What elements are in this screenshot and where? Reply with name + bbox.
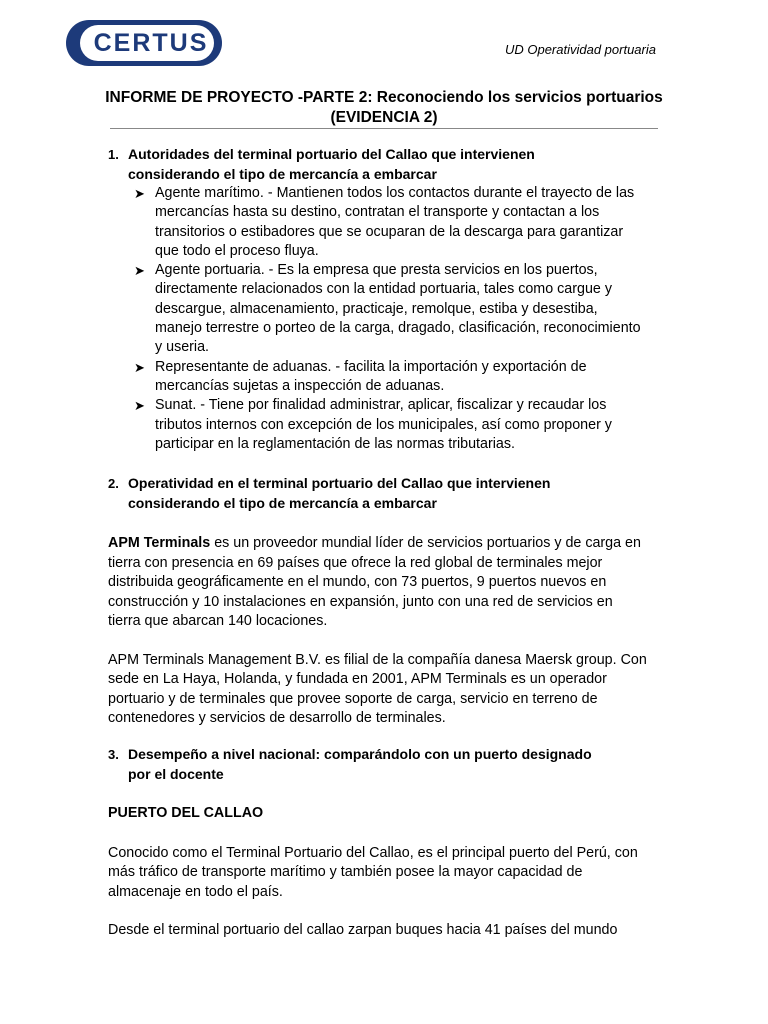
puerto-callao-subheading: PUERTO DEL CALLAO	[108, 805, 264, 821]
section-1	[108, 144, 648, 454]
apm-management-paragraph: APM Terminals Management B.V. es filial de la compañía danesa Maersk group. Con sede en La Haya, Holanda, y fundada en 2001, APM Terminals es un operador portuario y de terminales que provee soporte de carga, servicio en terreno de contenedores y servicios de desarrollo de terminales.	[108, 651, 647, 726]
list-item-text: Sunat. - Tiene por finalidad administrar, aplicar, fiscalizar y recaudar los tributos internos con excepción de los municipales, así como proponer y participar en la reglamentación de las normas tributarias.	[155, 397, 612, 452]
list-item	[108, 358, 648, 397]
list-item	[108, 184, 648, 261]
apm-terminals-text: es un proveedor mundial líder de servicios portuarios y de carga en tierra con presencia en 69 países que ofrece la red global de terminales mejor distribuida geográficamente en el mundo, con 73 puertos, 9 puertos nuevos en construcción y 10 instalaciones en expansión, junto con una red de servicios en tierra que abarcan 140 locaciones.	[108, 535, 641, 629]
authorities-list	[108, 184, 648, 454]
section-3-heading-line-1: Desempeño a nivel nacional: comparándolo con un puerto designado	[128, 746, 592, 762]
section-3-number: 3.	[108, 747, 119, 762]
list-item-text: Agente marítimo. - Mantienen todos los contactos durante el trayecto de las mercancías hasta su destino, contratan el transporte y contactan a los transitorios o estibadores que se ocuparan de la descarga para garantizar que todo el proceso fluya.	[155, 185, 635, 259]
document-title	[100, 88, 668, 128]
logo-text: CERTUS	[93, 29, 209, 57]
arrow-bullet-icon: ➤	[134, 186, 145, 201]
section-3-heading	[108, 744, 648, 784]
arrow-bullet-icon: ➤	[134, 359, 145, 375]
title-divider	[110, 128, 658, 129]
section-1-heading-line-1: Autoridades del terminal portuario del Callao que intervienen	[128, 146, 535, 162]
arrow-bullet-icon: ➤	[134, 398, 145, 414]
apm-terminals-bold: APM Terminals	[108, 535, 211, 551]
section-2-number: 2.	[108, 476, 119, 491]
section-1-heading	[108, 144, 648, 184]
course-unit-label: UD Operatividad portuaria	[504, 42, 656, 57]
section-3-heading-line-2: por el docente	[128, 766, 224, 782]
section-3	[108, 744, 648, 941]
list-item	[108, 396, 648, 454]
apm-terminals-paragraph	[108, 534, 648, 632]
list-item-text: Agente portuaria. - Es la empresa que presta servicios en los puertos, directamente relacionados con la entidad portuaria, tales como cargue y descargue, almacenamiento, practicaje, remolque, estiba y desestiba, manejo terrestre o porteo de la carga, dragado, clasificación, reconocimiento y useria.	[155, 262, 641, 356]
section-2-heading	[108, 473, 648, 513]
callao-destinations-paragraph: Desde el terminal portuario del callao zarpan buques hacia 41 países del mundo	[108, 922, 618, 938]
section-1-heading-line-2: considerando el tipo de mercancía a embarcar	[128, 166, 437, 182]
list-item-text: Representante de aduanas. - facilita la importación y exportación de mercancías sujetas a inspección de aduanas.	[155, 358, 587, 394]
logo-inner	[80, 25, 214, 61]
section-2-heading-line-2: considerando el tipo de mercancía a embarcar	[128, 495, 437, 511]
section-2-heading-line-1: Operatividad en el terminal portuario del Callao que intervienen	[128, 475, 551, 491]
section-2	[108, 473, 648, 729]
title-line-2: (EVIDENCIA 2)	[330, 109, 438, 126]
arrow-bullet-icon: ➤	[134, 263, 145, 279]
callao-description-paragraph: Conocido como el Terminal Portuario del Callao, es el principal puerto del Perú, con más tráfico de transporte marítimo y también posee la mayor capacidad de almacenaje en todo el país.	[108, 844, 638, 900]
list-item	[108, 261, 648, 357]
certus-logo	[66, 20, 222, 66]
section-1-number: 1.	[108, 147, 119, 162]
title-line-1: INFORME DE PROYECTO -PARTE 2: Reconociendo los servicios portuarios	[105, 89, 663, 106]
